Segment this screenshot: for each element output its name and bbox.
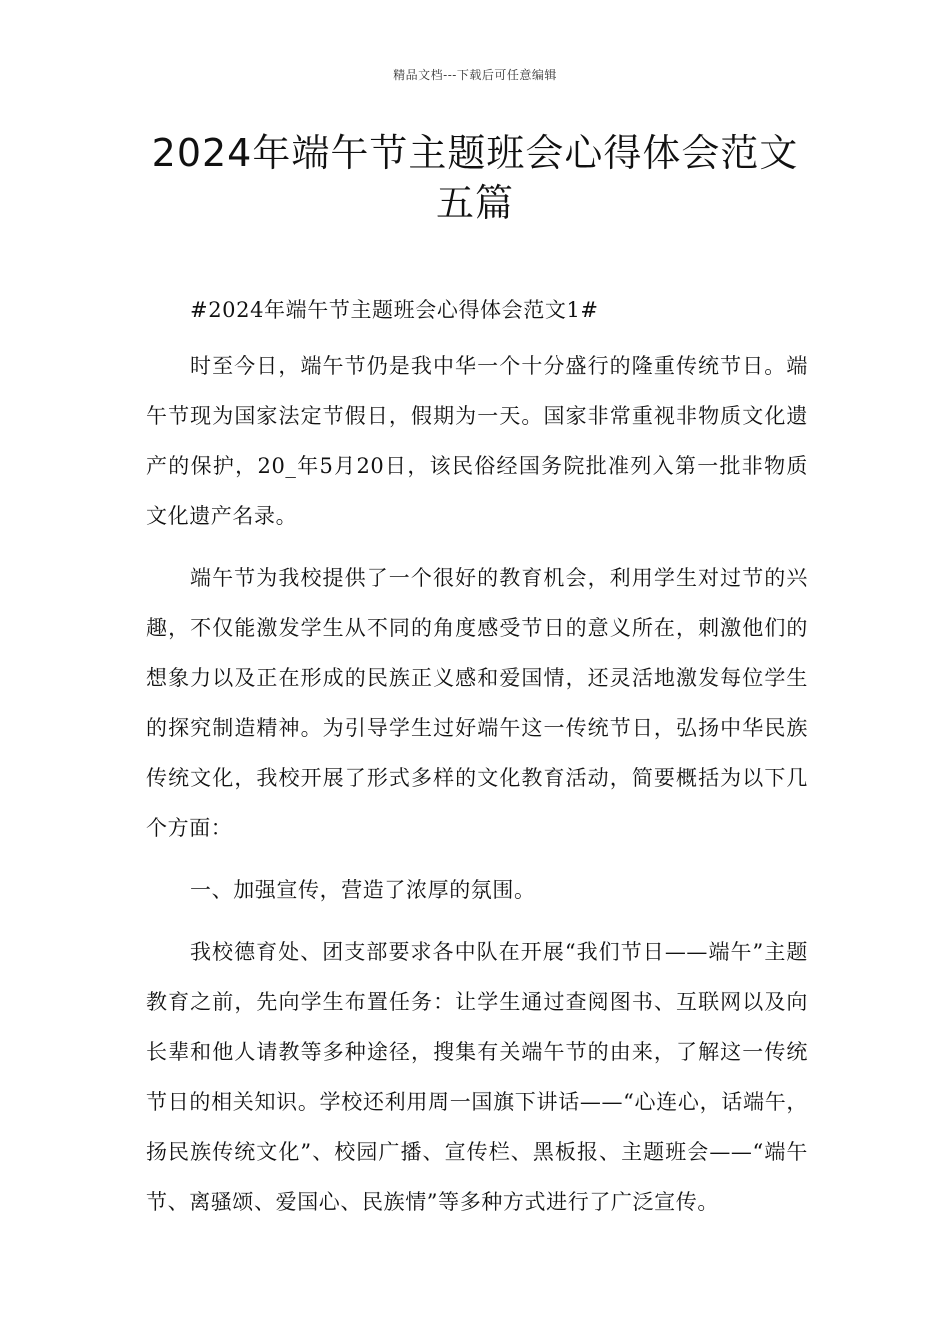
document-body [146,285,808,1239]
paragraph-1: 时至今日，端午节仍是我中华一个十分盛行的隆重传统节日。端午节现为国家法定节假日，假期为一天。国家非常重视非物质文化遗产的保护，20_年5月20日，该民俗经国务院批准列入第一批非物质文化遗产名录。 [146,354,808,528]
paragraph-2: 端午节为我校提供了一个很好的教育机会，利用学生对过节的兴趣，不仅能激发学生从不同的角度感受节日的意义所在，刺激他们的想象力以及正在形成的民族正义感和爱国情，还灵活地激发每位学生的探究制造精神。为引导学生过好端午这一传统节日，弘扬中华民族传统文化，我校开展了形式多样的文化教育活动，简要概括为以下几个方面： [146,566,808,840]
document-title: 2024年端午节主题班会心得体会范文五篇 [151,131,799,225]
paragraph-3: 一、加强宣传，营造了浓厚的氛围。 [190,878,536,902]
section-heading: #2024年端午节主题班会心得体会范文1# [190,298,599,322]
paragraph-4: 我校德育处、团支部要求各中队在开展“我们节日——端午”主题教育之前，先向学生布置任务：让学生通过查阅图书、互联网以及向长辈和他人请教等多种途径，搜集有关端午节的由来，了解这一传统节日的相关知识。学校还利用周一国旗下讲话——“心连心，话端午，扬民族传统文化”、校园广播、宣传栏、黑板报、主题班会——“端午节、离骚颂、爱国心、民族情”等多种方式进行了广泛宣传。 [146,940,808,1214]
header-note: 精品文档---下载后可任意编辑 [393,68,557,82]
